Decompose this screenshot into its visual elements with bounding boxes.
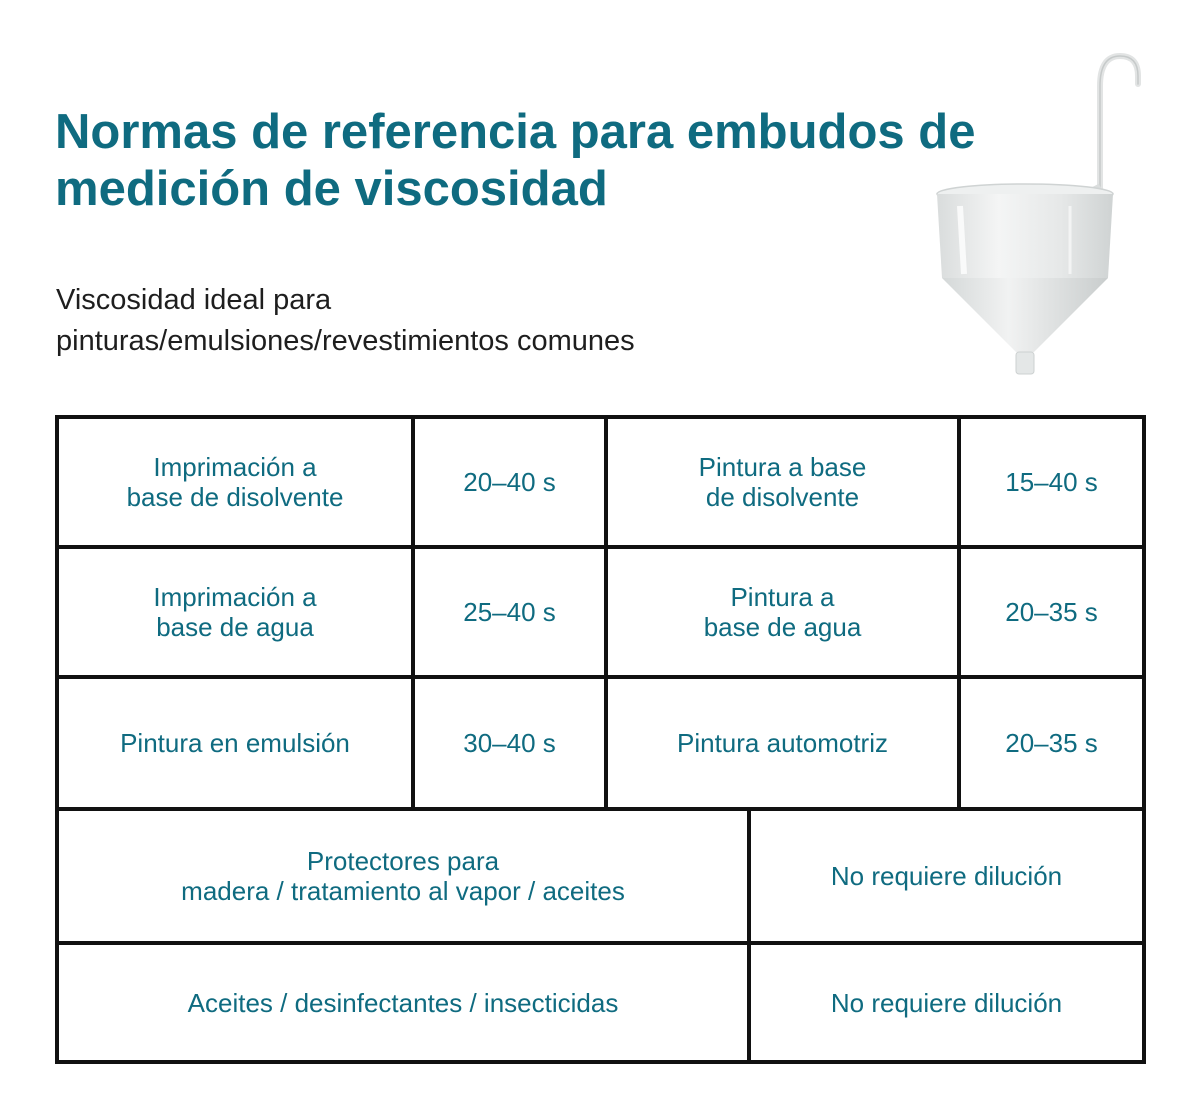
viscosity-table	[55, 415, 1146, 1064]
subtitle-line-2: pinturas/emulsiones/revestimientos comunes	[56, 325, 635, 357]
table-cell-row2-product1	[55, 545, 415, 679]
table-cell-row1-time1	[411, 415, 608, 549]
cell-text: 25–40 s	[463, 597, 556, 627]
cell-text: Imprimación a	[153, 452, 317, 482]
cell-text: Pintura a	[730, 582, 835, 612]
table-cell-row5-product	[55, 941, 751, 1064]
table-cell-row3-product2	[604, 675, 961, 811]
table-cell-row1-product2	[604, 415, 961, 549]
cell-text: Aceites / desinfectantes / insecticidas	[187, 987, 619, 1018]
cell-text: Pintura automotriz	[677, 728, 888, 758]
table-cell-row2-product2	[604, 545, 961, 679]
cell-text: base de agua	[703, 612, 862, 642]
table-cell-row3-time1	[411, 675, 608, 811]
table-cell-row1-time2	[957, 415, 1146, 549]
table-cell-row4-product	[55, 807, 751, 945]
page-title	[55, 104, 1035, 218]
cell-text: 20–40 s	[463, 467, 556, 497]
page-subtitle	[56, 280, 816, 362]
cell-text: 20–35 s	[1005, 728, 1098, 758]
table-cell-row3-product1	[55, 675, 415, 811]
cell-text: Protectores para	[306, 846, 500, 876]
table-cell-row2-time1	[411, 545, 608, 679]
viscosity-funnel-image	[920, 46, 1170, 386]
cell-text: de disolvente	[705, 482, 860, 512]
table-cell-row2-time2	[957, 545, 1146, 679]
cell-text: base de agua	[156, 612, 314, 642]
table-cell-row5-time	[747, 941, 1146, 1064]
cell-text: No requiere dilución	[830, 987, 1063, 1018]
subtitle-line-1: Viscosidad ideal para	[56, 284, 332, 316]
table-cell-row3-time2	[957, 675, 1146, 811]
cell-text: 15–40 s	[1005, 467, 1098, 497]
cell-text: 20–35 s	[1005, 597, 1098, 627]
cell-text: No requiere dilución	[830, 861, 1063, 891]
cell-text: Imprimación a	[153, 582, 317, 612]
title-line-1: Normas de referencia para embudos de	[55, 105, 976, 159]
table-cell-row4-time	[747, 807, 1146, 945]
cell-text: madera / tratamiento al vapor / aceites	[181, 876, 625, 906]
cell-text: Pintura en emulsión	[120, 728, 350, 758]
cell-text: base de disolvente	[126, 482, 344, 512]
title-line-2: medición de viscosidad	[55, 162, 608, 216]
cell-text: Pintura a base	[698, 452, 867, 482]
table-cell-row1-product1	[55, 415, 415, 549]
cell-text: 30–40 s	[463, 728, 556, 758]
